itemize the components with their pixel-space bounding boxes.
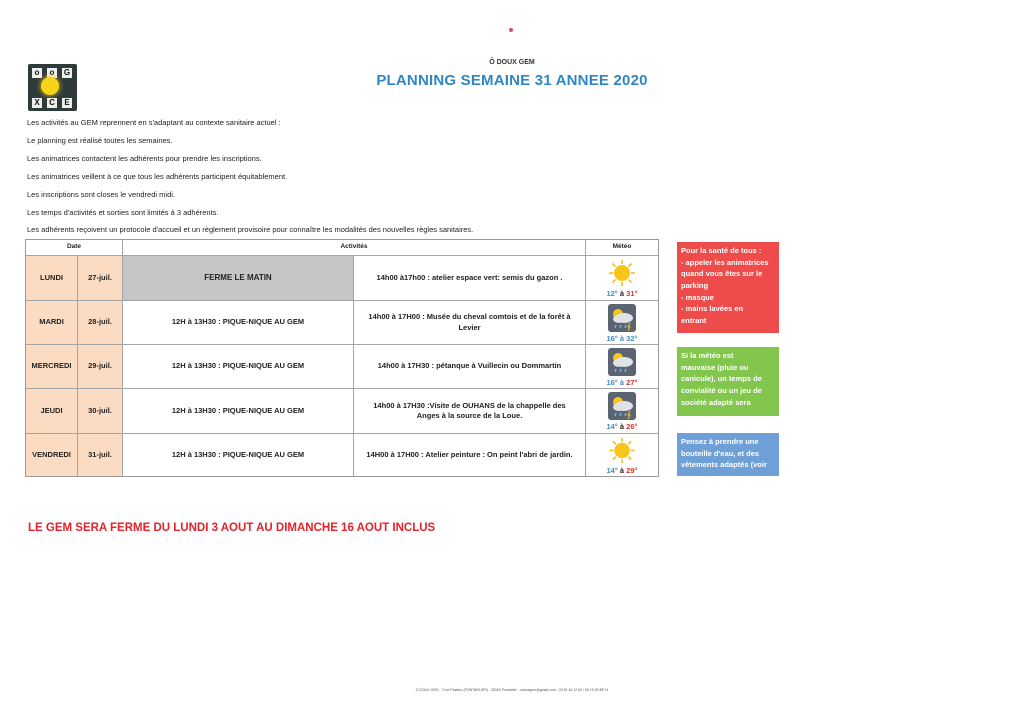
temperature-max: 26°: [626, 422, 638, 431]
day-cell: MERCREDI: [26, 345, 78, 389]
temperature-range: [606, 466, 637, 476]
temperature-range: [606, 378, 637, 388]
temperature-max: 29°: [626, 465, 638, 475]
temperature-min: 12°: [606, 289, 618, 298]
day-cell: JEUDI: [26, 389, 78, 434]
sun-icon: [41, 77, 59, 95]
temperature-separator: à: [619, 289, 625, 298]
footer-contact: Ô DOUX GEM - 7 rue Pasteur (PONTARLIER) - 25300 Pontarlier - odouxgem@gmail.com - 03 81 46 22 62 / 06 15 83 88 74: [415, 688, 609, 692]
temperature-separator: à: [619, 465, 625, 475]
afternoon-activity-cell: 14H00 à 17H00 : Atelier peinture : On peint l'abri de jardin.: [354, 434, 586, 476]
date-cell: 31-juil.: [78, 434, 123, 476]
intro-line: Les inscriptions sont closes le vendredi midi.: [27, 190, 175, 199]
note-line: Si la météo est: [681, 351, 734, 360]
weather-cell: [586, 389, 658, 434]
temperature-separator: à: [619, 422, 625, 431]
logo-tile: E: [62, 98, 72, 108]
organization-name: Ô DOUX GEM: [489, 59, 535, 66]
weather-cell: [586, 301, 658, 345]
temperature-range: [606, 422, 637, 432]
weather-note: [677, 347, 779, 416]
column-header-date: Date: [26, 240, 123, 256]
date-cell: 30-juil.: [78, 389, 123, 434]
note-line: - masque: [681, 292, 714, 302]
sun-icon: [608, 259, 636, 287]
temperature-max: 32°: [626, 333, 638, 343]
intro-line: Les adhérents reçoivent un protocole d'accueil et un règlement provisoire pour connaître les modalités des nouvelles règles sanitaires.: [27, 225, 474, 234]
note-line: parking: [681, 280, 709, 290]
temperature-min: 16°: [606, 333, 618, 343]
note-line: bouteille d'eau, et des: [681, 448, 760, 458]
intro-line: Les activités au GEM reprennent en s'adaptant au contexte sanitaire actuel :: [27, 118, 281, 127]
storm-rain-icon: [608, 392, 636, 420]
note-line: quand vous êtes sur le: [681, 269, 763, 279]
temperature-min: 16°: [606, 377, 618, 387]
temperature-separator: à: [619, 333, 625, 343]
note-line: Pensez à prendre une: [681, 437, 759, 446]
date-cell: 27-juil.: [78, 256, 123, 301]
storm-rain-icon: [608, 304, 636, 332]
column-header-weather: Météo: [586, 240, 658, 256]
date-cell: 29-juil.: [78, 345, 123, 389]
logo-tile: C: [47, 98, 57, 108]
morning-activity-cell: FERME LE MATIN: [123, 256, 354, 301]
logo-tile: X: [32, 98, 42, 108]
temperature-max: 27°: [626, 377, 638, 387]
note-line: - mains lavées en: [681, 304, 744, 314]
afternoon-activity-cell: 14h00 à 17H30 :Visite de OUHANS de la chappelle des Anges à la source de la Loue.: [354, 389, 586, 434]
weather-cell: [586, 345, 658, 389]
column-header-activities: Activités: [123, 240, 586, 256]
schedule-table: [25, 239, 659, 477]
temperature-max: 31°: [626, 289, 638, 298]
afternoon-activity-cell: 14h00 à 17H30 : pétanque à Vuillecin ou Dommartin: [354, 345, 586, 389]
note-line: canicule), un temps de: [681, 374, 762, 384]
day-cell: VENDREDI: [26, 434, 78, 476]
temperature-min: 14°: [606, 422, 618, 431]
temperature-range: [606, 334, 637, 344]
note-line: convialité ou un jeu de: [681, 385, 762, 395]
gem-logo: [28, 64, 77, 111]
note-line: société adapté sera: [681, 397, 751, 407]
temperature-min: 14°: [606, 465, 618, 475]
day-cell: LUNDI: [26, 256, 78, 301]
pin-icon: [508, 27, 514, 33]
logo-tile: o: [32, 68, 42, 78]
weather-cell: [586, 256, 658, 301]
weather-cell: [586, 434, 658, 476]
logo-tile: o: [47, 68, 57, 78]
health-note: [677, 242, 779, 333]
storm-rain-icon: [608, 348, 636, 376]
temperature-separator: à: [619, 377, 625, 387]
morning-activity-cell: 12H à 13H30 : PIQUE-NIQUE AU GEM: [123, 434, 354, 476]
reminder-note: [677, 433, 779, 476]
intro-line: Les temps d'activités et sorties sont limités à 3 adhérents.: [27, 208, 219, 217]
temperature-range: [606, 289, 637, 299]
intro-line: Les animatrices veillent à ce que tous les adhérents participent équitablement.: [27, 172, 288, 181]
date-cell: 28-juil.: [78, 301, 123, 345]
morning-activity-cell: 12H à 13H30 : PIQUE-NIQUE AU GEM: [123, 301, 354, 345]
note-line: entrant: [681, 315, 707, 325]
note-line: Pour la santé de tous :: [681, 246, 762, 255]
logo-tile: G: [63, 68, 71, 77]
intro-line: Les animatrices contactent les adhérents pour prendre les inscriptions.: [27, 154, 262, 163]
note-line: - appeler les animatrices: [681, 257, 769, 267]
closure-notice: LE GEM SERA FERME DU LUNDI 3 AOUT AU DIMANCHE 16 AOUT INCLUS: [28, 522, 436, 534]
page-title: PLANNING SEMAINE 31 ANNEE 2020: [376, 72, 648, 89]
note-line: mauvaise (pluie ou: [681, 362, 749, 372]
morning-activity-cell: 12H à 13H30 : PIQUE-NIQUE AU GEM: [123, 345, 354, 389]
intro-line: Le planning est réalisé toutes les semaines.: [27, 136, 173, 145]
note-line: vêtements adaptés (voir: [681, 460, 767, 470]
afternoon-activity-cell: 14h00 à17h00 : atelier espace vert: semis du gazon .: [354, 256, 586, 301]
afternoon-activity-cell: 14h00 à 17H00 : Musée du cheval comtois et de la forêt à Levier: [354, 301, 586, 345]
morning-activity-cell: 12H à 13H30 : PIQUE-NIQUE AU GEM: [123, 389, 354, 434]
sun-icon: [608, 437, 636, 464]
day-cell: MARDI: [26, 301, 78, 345]
